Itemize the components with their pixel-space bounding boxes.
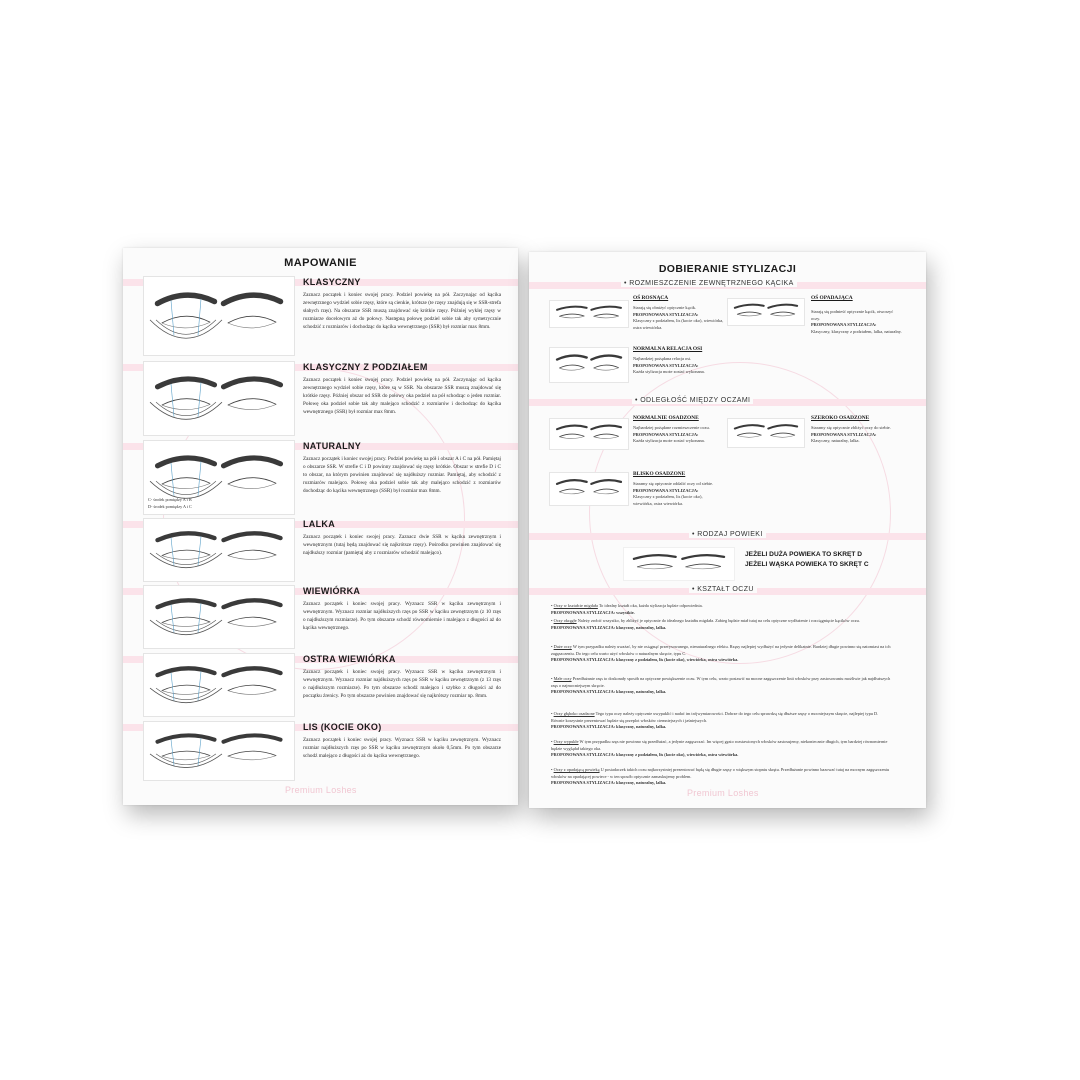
header-eye-distance: • ODLEGŁOŚĆ MIĘDZY OCZAMI xyxy=(632,397,753,404)
eye-shape-name: Oczy wypukłe xyxy=(553,739,579,744)
eye-shape-text: Należy zrobić wszystko, by zbliżyć je optycznie do idealnego kształtu migdała. Zabieg będzie miał tutaj na celu optyczne wydłużenie i rozciągnięcie kącików oczu. xyxy=(577,618,860,623)
section-description: Zaznacz początek i koniec swojej pracy. Zaznacz dwie SSR w kąciku zewnętrznym i wewnętrznym (tutaj będą znajdować się najkrótsze rzęsy). Pośrodku powinien znajdować się najdłuższy rozmiar (pamiętaj aby z rozmiarów schodzić malejąco). xyxy=(303,534,501,557)
label-os-opadajaca: OŚ OPADAJĄCA xyxy=(811,295,853,301)
section-description: Zaznacz początek i koniec swojej pracy. Wyznacz SSR w kąciku zewnętrznym i wewnętrznym. Wyznacz rozmiar najdłuższych rzęs po SSR w kąciku zewnętrznym (z 10 rzęs o najdłuższym rozmiarze). Po tym obszarze schodź równomiernie i malejąco z długości aż do kącika wewnętrznego. xyxy=(303,601,501,632)
section-title: OSTRA WIEWIÓRKA xyxy=(303,654,396,664)
section-description: Zaznacz początek i koniec swojej pracy. Wyznacz SSR w kąciku zewnętrznym. Wyznacz rozmiar najdłuższych rzęs po SSR w kąciku zewnętrznym około 0,5mm. Po tym obszarze schodź malejąco z długości aż do kącika wewnętrznego. xyxy=(303,737,501,760)
section-description: Zaznacz początek i koniec swojej pracy. Podziel powiekę na pół. Zaczynając od kącika zewnętrznego wydziel sobie rzęsy, które są w SSR. Na obszarze SSR muszą znajdować się krótkie rzęsy. Później obszar od SSR do połowy oka podziel na pół schodząc o jeden rozmiar. Połowę oka podziel sobie tak aby malejąco schodzić z rozmiarów i dochodząc do kącika wewnętrznego (SSR) był rozmiar max 8mm. xyxy=(303,377,501,416)
eye-shape-item: • Duże oczy W tym przypadku należy uważać, by nie osiągnąć przerysowanego, nienaturalnego efektu. Rzęsy najlepiej wydłużyć na jedynie delikatnie. Bardziej długie powinno się natomiast na ich zagęszczeniu. Do tego celu warto użyć włosków o naturalnym skręcie, typu C. PROPONOWANA STYLIZACJA: klasyczny z podziałem, lis (kocie oko), wiewiórka, ostra wiewiórka. xyxy=(551,644,891,663)
eyes-illustration xyxy=(144,362,294,435)
eye-shape-text: Przedłużanie rzęs to doskonały sposób na optyczne powiększenie oczu. W tym celu, warto postawić na mocne zagęszczenie linii włosków przy zastosowaniu możliwie jak najdłuższych rzęs o najmocniejszym skręcie. xyxy=(551,676,891,688)
section-title: LIS (KOCIE OKO) xyxy=(303,722,382,732)
eye-shape-item: • Oczy wypukłe W tym przypadku rzęs nie powinno się przedłużać, a jedynie zagęszczać. Im więcej gęsto rozstawionych włosków zastosujemy, niekoniecznie długich, tym bardziej równomiernie będzie wyglądał takiego oka. PROPONOWANA STYLIZACJA: klasyczny z podziałem, lis (kocie oko), wiewiórka, ostra wiewiórka. xyxy=(551,739,888,758)
eyes-illustration xyxy=(144,277,294,355)
eye-shape-style: PROPONOWANA STYLIZACJA: klasyczny, naturalny, lalka. xyxy=(551,624,667,630)
label-szeroko-osadzone: SZEROKO OSADZONE xyxy=(811,415,870,421)
eyelid-illustration xyxy=(624,548,734,580)
eye-mapping-illustration xyxy=(143,585,295,649)
eye-pair-thumb xyxy=(549,472,629,506)
section-description: Zaznacz początek i koniec swojej pracy. Podziel powiekę na pół i obszar A i C na pół. Pamiętaj o obszarze SSR. W strefie C i D powinny znajdować się rzęsy krótkie. Obszar w strefie D i C to obszar, na którym powinien znajdować się najdłuższy rozmiar. Pamiętaj, aby schodzić z rozmiarów malejąco. Połowę oka podziel sobie tak aby malejąco schodzić z rozmiarów dochodząc do kącika wewnętrznego (SSR) był rozmiar max 8mm. xyxy=(303,456,501,495)
eye-shape-item: • Oczy w kształcie migdała To idealny kształt oka, każda stylizacja będzie odpowiednia. PROPONOWANA STYLIZACJA: wszystkie. xyxy=(551,603,703,615)
eye-shape-name: Małe oczy xyxy=(553,676,572,681)
text-os-rosnaca: Starają się obniżyć optycznie kącik. PROPONOWANA STYLIZACJA: Klasyczny z podziałem, lis (kocie oko), wiewiórka, ostra wiewiórka. xyxy=(633,305,724,330)
eyes-illustration xyxy=(144,654,294,716)
eye-shape-style: PROPONOWANA STYLIZACJA: klasyczny z podziałem, lis (kocie oko), wiewiórka, ostra wiewiórka. xyxy=(551,752,739,758)
watermark-text: Premium Loshes xyxy=(687,788,759,798)
eye-shape-item: • Oczy okrągłe Należy zrobić wszystko, by zbliżyć je optycznie do idealnego kształtu migdała. Zabieg będzie miał tutaj na celu optyczne wydłużenie i rozciągnięcie kącików oczu. PROPONOWANA STYLIZACJA: klasyczny, naturalny, lalka. xyxy=(551,618,860,630)
eye-shape-style: PROPONOWANA STYLIZACJA: klasyczny, naturalny, lalka. xyxy=(551,780,667,786)
eyes-illustration xyxy=(144,722,294,780)
eye-pair-thumb xyxy=(727,298,805,326)
label-os-rosnaca: OŚ ROSNĄCA xyxy=(633,295,669,301)
eyes-illustration xyxy=(144,586,294,648)
eye-mapping-illustration xyxy=(143,276,295,356)
eye-mapping-illustration xyxy=(143,361,295,436)
caption: D- środek pomiędzy A i C xyxy=(148,504,192,509)
eye-shape-text: W tym przypadku należy uważać, by nie osiągnąć przerysowanego, nienaturalnego efektu. Rzęsy najlepiej wydłużyć na jedynie delikatnie. Bardziej długie powinno się natomiast na ich zagęszczeniu. Do tego celu warto użyć włosków o naturalnym skręcie, typu C. xyxy=(551,644,891,656)
eye-pair-thumb xyxy=(549,347,629,383)
section-title: WIEWIÓRKA xyxy=(303,586,361,596)
eye-shape-style: PROPONOWANA STYLIZACJA: klasyczny z podziałem, lis (kocie oko), wiewiórka, ostra wiewiórka. xyxy=(551,657,739,663)
text-os-opadajaca: Starają się podnieść optycznie kącik, otworzyć oczy. PROPONOWANA STYLIZACJA: Klasyczny, klasyczny z podziałem, lalka, naturalny. xyxy=(811,309,902,334)
section-title: KLASYCZNY xyxy=(303,277,361,287)
eye-shape-style: PROPONOWANA STYLIZACJA: wszystkie. xyxy=(551,609,635,615)
eye-shape-item: • Oczy z opadającą powieką U posiadaczek takich oczu najkorzystniej prezentować będą się długie rzęsy o większym stopniu skrętu. Przedłużanie powinno bazować tutaj na mocnym zagęszczeniu włosków na opadającej powiece - w ten sposób optycznie zamaskujemy problem. PROPONOWANA STYLIZACJA: klasyczny, naturalny, lalka. xyxy=(551,767,889,786)
text-normalna-relacja: Najbardziej pożądana relacja osi. PROPONOWANA STYLIZACJA: Każda stylizacja może zostać wykonana. xyxy=(633,356,705,375)
text-blisko-osadzone: Staramy się optycznie oddalić oczy od siebie. PROPONOWANA STYLIZACJA: Klasyczny z podziałem, lis (kocie oko), wiewiórka, ostra wiewiórka. xyxy=(633,481,714,506)
eye-mapping-illustration xyxy=(143,721,295,781)
header-eyelid-type: • RODZAJ POWIEKI xyxy=(689,531,766,538)
eyes-close-distance-illustration xyxy=(550,473,628,505)
eyes-normal-distance-illustration xyxy=(550,419,628,449)
section-title: NATURALNY xyxy=(303,441,362,451)
eyes-normal-axis-illustration xyxy=(550,348,628,382)
header-corner-placement: • ROZMIESZCZENIE ZEWNĘTRZNEGO KĄCIKA xyxy=(621,280,797,287)
left-sheet-mapowanie xyxy=(123,248,518,805)
eyes-wide-distance-illustration xyxy=(728,419,804,447)
eye-mapping-illustration xyxy=(143,518,295,582)
section-description: Zaznacz początek i koniec swojej pracy. Wyznacz SSR w kąciku zewnętrznym i wewnętrznym. Wyznacz rozmiar najdłuższych rzęs po SSR w kąciku zewnętrznym (z 13 rzęs o najdłuższym rozmiarze). Po tym obszarze schodź malejąco i szybko z długości aż do początku źrenicy. Po tym obszarze powinien znajdować się najkrótszy rozmiar np. 8mm. xyxy=(303,669,501,700)
eye-mapping-illustration xyxy=(143,440,295,515)
section-description: Zaznacz początek i koniec swojej pracy. Podziel powiekę na pół. Zaczynając od kącika zewnętrznego wydziel sobie rzęsy, które są cienkie, krótsze (te rzęsy znajdują się w SSR-strefa słabych rzęs). Na obszarze SSR muszą znajdować się krótkie rzęsy. Później wyklej rzęsy w rozmiarze docelowym aż do połowy. Następną połowę podziel sobie tak aby symetrycznie schodzić z rozmiarów i dochodząc do kącika wewnętrznego (SSR) był rozmiar max 8mm. xyxy=(303,292,501,331)
section-title: LALKA xyxy=(303,519,335,529)
eyes-illustration xyxy=(144,519,294,581)
eye-shape-name: Oczy okrągłe xyxy=(553,618,577,623)
label-normalna-relacja: NORMALNA RELACJA OSI xyxy=(633,346,703,352)
header-eye-shape: • KSZTAŁT OCZU xyxy=(689,586,757,593)
eye-shape-style: PROPONOWANA STYLIZACJA: klasyczny, naturalny, lalka. xyxy=(551,689,667,695)
label-blisko-osadzone: BLISKO OSADZONE xyxy=(633,471,686,477)
text-szeroko-osadzone: Staramy się optycznie zbliżyć oczy do siebie. PROPONOWANA STYLIZACJA: Klasyczny, naturalny, lalka. xyxy=(811,425,891,444)
eye-shape-name: Oczy w kształcie migdała xyxy=(553,603,598,608)
eyelid-thumb xyxy=(623,547,735,581)
eye-shape-item: • Małe oczy Przedłużanie rzęs to doskonały sposób na optyczne powiększenie oczu. W tym celu, warto postawić na mocne zagęszczenie linii włosków przy zastosowaniu możliwie jak najdłuższych rzęs o najmocniejszym skręcie. PROPONOWANA STYLIZACJA: klasyczny, naturalny, lalka. xyxy=(551,676,891,695)
caption: C- środek pomiędzy A i B xyxy=(148,497,192,502)
eyes-falling-axis-illustration xyxy=(728,299,804,325)
eye-shape-name: Duże oczy xyxy=(553,644,572,649)
eye-shape-name: Oczy głęboko osadzone xyxy=(553,711,595,716)
eye-shape-name: Oczy z opadającą powieką xyxy=(553,767,600,772)
eye-shape-text: U posiadaczek takich oczu najkorzystniej prezentować będą się długie rzęsy o większym stopniu skrętu. Przedłużanie powinno bazować tutaj na mocnym zagęszczeniu włosków na opadającej powiece - w ten sposób optycznie zamaskujemy problem. xyxy=(551,767,889,779)
eye-pair-thumb xyxy=(727,418,805,448)
page-title: MAPOWANIE xyxy=(284,257,357,269)
eye-shape-text: W tym przypadku rzęs nie powinno się przedłużać, a jedynie zagęszczać. Im więcej gęsto rozstawionych włosków zastosujemy, niekoniecznie długich, tym bardziej równomiernie będzie wyglądał takiego oka. xyxy=(551,739,888,751)
text-normalnie-osadzone: Najbardziej pożądane rozmieszczenie oczu. PROPONOWANA STYLIZACJA: Każda stylizacja może zostać wykonana. xyxy=(633,425,710,444)
label-normalnie-osadzone: NORMALNIE OSADZONE xyxy=(633,415,699,421)
eye-mapping-illustration xyxy=(143,653,295,717)
eye-shape-item: • Oczy głęboko osadzone Tego typu oczy należy optycznie uwypuklić i nadać im trójwymiarowości. Dobrze do tego celu sprawdzą się dłuższe rzęsy o mocniejszym skręcie, najlepiej typu D. Równie korzystnie prezentować będzie się przeplot włosków ciemniejszych i jaśniejszych. PROPONOWANA STYLIZACJA: klasyczny, naturalny, lalka. xyxy=(551,711,879,730)
right-sheet-dobieranie xyxy=(529,252,926,808)
eye-shape-text: Tego typu oczy należy optycznie uwypuklić i nadać im trójwymiarowości. Dobrze do tego celu sprawdzą się dłuższe rzęsy o mocniejszym skręcie, najlepiej typu D. Równie korzystnie prezentować będzie się przeplot włosków ciemniejszych i jaśniejszych. xyxy=(551,711,879,723)
eyes-rising-axis-illustration xyxy=(550,301,628,327)
section-title: KLASYCZNY Z PODZIAŁEM xyxy=(303,362,428,372)
eye-pair-thumb xyxy=(549,300,629,328)
eye-pair-thumb xyxy=(549,418,629,450)
eyelid-curl-rules: JEŻELI DUŻA POWIEKA TO SKRĘT D JEŻELI WĄSKA POWIEKA TO SKRĘT C xyxy=(745,551,869,568)
watermark-text: Premium Loshes xyxy=(285,785,357,795)
page-title: DOBIERANIE STYLIZACJI xyxy=(658,263,797,275)
eye-shape-text: To idealny kształt oka, każda stylizacja będzie odpowiednia. xyxy=(598,603,703,608)
eye-shape-style: PROPONOWANA STYLIZACJA: klasyczny, naturalny, lalka. xyxy=(551,724,667,730)
